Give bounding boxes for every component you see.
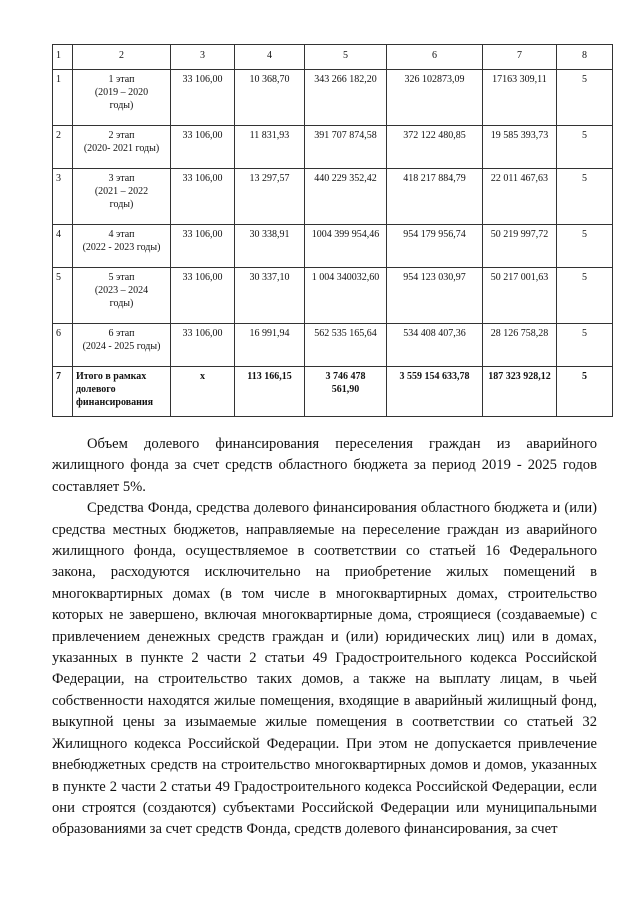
total-label-line: Итого в рамках [76, 371, 147, 382]
total-cell [305, 367, 387, 417]
table-row [53, 70, 613, 126]
value-cell: 33 106,00 [171, 70, 235, 126]
stage-line: 4 этап [108, 229, 135, 240]
value-cell: 391 707 874,58 [305, 126, 387, 169]
value-cell: 33 106,00 [171, 126, 235, 169]
stage-cell [73, 225, 171, 268]
header-cell: 1 [53, 45, 73, 70]
value-cell: 954 179 956,74 [387, 225, 483, 268]
row-number: 6 [53, 324, 73, 367]
stage-line: (2022 - 2023 годы) [82, 242, 161, 253]
stage-cell [73, 169, 171, 225]
value-cell: 5 [557, 169, 613, 225]
stage-line: (2020- 2021 годы) [83, 143, 160, 154]
header-cell: 4 [235, 45, 305, 70]
header-cell: 3 [171, 45, 235, 70]
value-cell: 10 368,70 [235, 70, 305, 126]
total-label-line: финансирования [76, 397, 154, 408]
stage-cell [73, 324, 171, 367]
value-cell: 33 106,00 [171, 169, 235, 225]
value-cell: 17163 309,11 [483, 70, 557, 126]
stage-line: 6 этап [108, 328, 135, 339]
value-cell: 50 219 997,72 [483, 225, 557, 268]
row-number: 4 [53, 225, 73, 268]
row-number: 5 [53, 268, 73, 324]
row-number: 3 [53, 169, 73, 225]
value-cell: 954 123 030,97 [387, 268, 483, 324]
table-total-row [53, 367, 613, 417]
stage-line: (2019 – 2020 [94, 87, 149, 98]
paragraph: Объем долевого финансирования переселения граждан из аварийного жилищного фонда за счет средств областного бюджета за период 2019 - 2025 годов составляет 5%. [52, 436, 597, 495]
value-cell: 33 106,00 [171, 268, 235, 324]
stage-line: 5 этап [108, 272, 135, 283]
stage-line: (2023 – 2024 [94, 285, 149, 296]
total-cell: х [171, 367, 235, 417]
value-cell: 28 126 758,28 [483, 324, 557, 367]
financing-table [52, 44, 613, 417]
value-cell: 5 [557, 126, 613, 169]
value-cell: 50 217 001,63 [483, 268, 557, 324]
total-cell: 113 166,15 [235, 367, 305, 417]
stage-line: (2021 – 2022 [94, 186, 149, 197]
value-cell: 5 [557, 268, 613, 324]
table-row [53, 268, 613, 324]
header-cell: 5 [305, 45, 387, 70]
total-cell: 187 323 928,12 [483, 367, 557, 417]
total-label-cell [73, 367, 171, 417]
row-number: 2 [53, 126, 73, 169]
stage-line: (2024 - 2025 годы) [82, 341, 161, 352]
total-value-line: 561,90 [331, 384, 360, 395]
stage-cell [73, 126, 171, 169]
stage-cell [73, 70, 171, 126]
row-number: 7 [53, 367, 73, 417]
value-cell: 13 297,57 [235, 169, 305, 225]
stage-line: 3 этап [108, 173, 135, 184]
table-row [53, 324, 613, 367]
total-cell: 5 [557, 367, 613, 417]
stage-line: 2 этап [108, 130, 135, 141]
stage-line: 1 этап [108, 74, 135, 85]
value-cell: 343 266 182,20 [305, 70, 387, 126]
value-cell: 5 [557, 225, 613, 268]
table-row [53, 126, 613, 169]
value-cell: 440 229 352,42 [305, 169, 387, 225]
value-cell: 30 338,91 [235, 225, 305, 268]
value-cell: 372 122 480,85 [387, 126, 483, 169]
body-text [52, 434, 597, 841]
paragraph: Средства Фонда, средства долевого финансирования областного бюджета и (или) средства местных бюджетов, направляемые на переселение граждан из аварийного жилищного фонда, осуществляемое в соответствии со статьей 16 Федерального закона, расходуются исключительно на приобретение жилых помещений в многоквартирных домах (в том числе в многоквартирных домах, строительство которых не завершено, включая многоквартирные дома, строящиеся (создаваемые) с привлечением денежных средств граждан и (или) юридических лиц) или в домах, указанных в пункте 2 части 2 статьи 49 Градостроительного кодекса Российской Федерации, на строительство таких домов, а также на выплату лицам, в чьей собственности находятся жилые помещения, входящие в аварийный жилищный фонд, выкупной цены за изымаемые жилые помещения в соответствии со статьей 32 Жилищного кодекса Российской Федерации. При этом не допускается привлечение внебюджетных средств на строительство многоквартирных домов и домов, указанных в пункте 2 части 2 статьи 49 Градостроительного кодекса Российской Федерации, если они строятся (создаются) субъектами Российской Федерации или муниципальными образованиями за счет средств Фонда, средств долевого финансирования, за счет [52, 500, 597, 838]
value-cell: 19 585 393,73 [483, 126, 557, 169]
value-cell: 33 106,00 [171, 324, 235, 367]
total-label-line: долевого [76, 384, 116, 395]
value-cell: 16 991,94 [235, 324, 305, 367]
value-cell: 22 011 467,63 [483, 169, 557, 225]
table-row [53, 225, 613, 268]
value-cell: 11 831,93 [235, 126, 305, 169]
value-cell: 1 004 340032,60 [305, 268, 387, 324]
value-cell: 534 408 407,36 [387, 324, 483, 367]
header-cell: 8 [557, 45, 613, 70]
table-header-row [53, 45, 613, 70]
header-cell: 6 [387, 45, 483, 70]
header-cell: 2 [73, 45, 171, 70]
stage-line: годы) [109, 199, 134, 210]
stage-line: годы) [109, 100, 134, 111]
value-cell: 562 535 165,64 [305, 324, 387, 367]
table-row [53, 169, 613, 225]
header-cell: 7 [483, 45, 557, 70]
total-cell: 3 559 154 633,78 [387, 367, 483, 417]
total-value-line: 3 746 478 [325, 371, 366, 382]
value-cell: 1004 399 954,46 [305, 225, 387, 268]
stage-cell [73, 268, 171, 324]
row-number: 1 [53, 70, 73, 126]
value-cell: 5 [557, 70, 613, 126]
value-cell: 30 337,10 [235, 268, 305, 324]
value-cell: 33 106,00 [171, 225, 235, 268]
value-cell: 326 102873,09 [387, 70, 483, 126]
value-cell: 418 217 884,79 [387, 169, 483, 225]
value-cell: 5 [557, 324, 613, 367]
stage-line: годы) [109, 298, 134, 309]
